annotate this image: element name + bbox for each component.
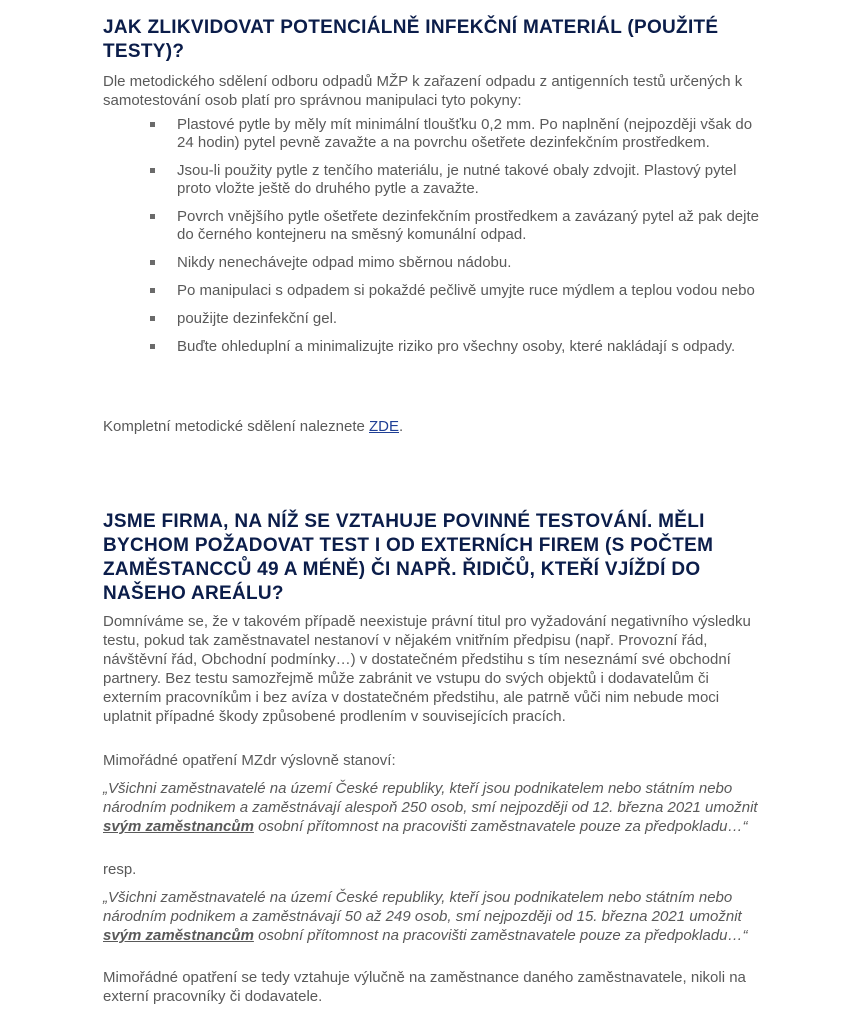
- list-item: [145, 208, 765, 244]
- answer-paragraph: Domníváme se, že v takovém případě neexistuje právní titul pro vyžadování negativního výsledku testu, pokud tak zaměstnavatel nestanoví v nějakém vnitřním předpisu (např. Provozní řád, návštěvní řád, Obchodní podmínky…) v dostatečném předstihu s tím neseznámí své obchodní partnery. Bez testu samozřejmě může zabránit ve vstupu do svých objektů i dodavatelům či externím pracovníkům i bez avíza v dostatečném předstihu, ale patrně vůči nim nebude moci uplatnit případné škody způsobené prodlením v souvisejících pracích.: [103, 613, 751, 725]
- quote-text: osobní přítomnost na pracovišti zaměstnavatele pouze za předpokladu…“: [253, 818, 748, 835]
- section-heading-testing: JSME FIRMA, NA NÍŽ SE VZTAHUJE POVINNÉ TESTOVÁNÍ. MĚLI BYCHOM POŽADOVAT TEST I OD EXTERNÍCH FIREM (S POČTEM ZAMĚSTANCCŮ 49 A MÉNĚ) ČI NAPŘ. ŘIDIČŮ, KTEŘÍ VJÍŽDÍ DO NAŠEHO AREÁLU?: [103, 511, 714, 604]
- conclusion-paragraph: Mimořádné opatření se tedy vztahuje výlučně na zaměstnance daného zaměstnavatele, nikoli na externí pracovníky či dodavatele.: [103, 969, 746, 1005]
- square-bullet-icon: [150, 214, 155, 219]
- full-notice-line: [103, 417, 763, 436]
- list-item-text: Povrch vnějšího pytle ošetřete dezinfekčním prostředkem a zavázaný pytel až pak dejte do černého kontejneru na směsný komunální odpad.: [177, 208, 759, 243]
- measure-intro: Mimořádné opatření MZdr výslovně stanoví:: [103, 752, 396, 769]
- full-notice-period: .: [399, 418, 404, 435]
- resp-text: resp.: [103, 861, 137, 878]
- list-item: [145, 338, 765, 356]
- instructions-list: [145, 116, 765, 366]
- quote-text: „Všichni zaměstnavatelé na území České republiky, kteří jsou podnikatelem nebo státním nebo národním podnikem a zaměstnávají 50 až 249 osob, smí nejpozději od 15. března 2021 umožnit: [103, 889, 742, 925]
- intro-paragraph: Dle metodického sdělení odboru odpadů MŽP k zařazení odpadu z antigenních testů určených k samotestování osob platí pro správnou manipulaci tyto pokyny:: [103, 73, 743, 109]
- full-notice-text: Kompletní metodické sdělení naleznete: [103, 418, 369, 435]
- list-item-text: použijte dezinfekční gel.: [177, 310, 338, 327]
- list-item-text: Jsou-li použity pytle z tenčího materiálu, je nutné takové obaly zdvojit. Plastový pytel proto vložte ještě do druhého pytle a zavažte.: [177, 162, 737, 197]
- quote-text: osobní přítomnost na pracovišti zaměstnavatele pouze za předpokladu…“: [253, 927, 748, 944]
- quote-50-249-employees: [103, 888, 763, 945]
- quote-250-employees: [103, 779, 763, 836]
- list-item: [145, 116, 765, 152]
- square-bullet-icon: [150, 168, 155, 173]
- square-bullet-icon: [150, 316, 155, 321]
- list-item: [145, 282, 765, 300]
- list-item: [145, 254, 765, 272]
- quote-emphasis: svým zaměstnancům: [103, 818, 254, 835]
- quote-emphasis: svým zaměstnancům: [103, 927, 254, 944]
- square-bullet-icon: [150, 344, 155, 349]
- list-item-text: Buďte ohleduplní a minimalizujte riziko pro všechny osoby, které nakládají s odpady.: [177, 338, 736, 355]
- full-notice-link[interactable]: ZDE: [369, 418, 399, 435]
- quote-text: „Všichni zaměstnavatelé na území České republiky, kteří jsou podnikatelem nebo státním nebo národním podnikem a zaměstnávají alespoň 250 osob, smí nejpozději od 12. března 2021 umožnit: [103, 780, 758, 816]
- list-item-text: Po manipulaci s odpadem si pokaždé pečlivě umyjte ruce mýdlem a teplou vodou nebo: [177, 282, 755, 299]
- square-bullet-icon: [150, 288, 155, 293]
- square-bullet-icon: [150, 260, 155, 265]
- square-bullet-icon: [150, 122, 155, 127]
- list-item-text: Nikdy nenechávejte odpad mimo sběrnou nádobu.: [177, 254, 512, 271]
- list-item-text: Plastové pytle by měly mít minimální tloušťku 0,2 mm. Po naplnění (nejpozději však do 24 hodin) pytel pevně zavažte a na povrchu ošetřete dezinfekčním prostředkem.: [177, 116, 753, 151]
- list-item: [145, 310, 765, 328]
- list-item: [145, 162, 765, 198]
- section-heading-disposal: JAK ZLIKVIDOVAT POTENCIÁLNĚ INFEKČNÍ MATERIÁL (POUŽITÉ TESTY)?: [103, 17, 719, 62]
